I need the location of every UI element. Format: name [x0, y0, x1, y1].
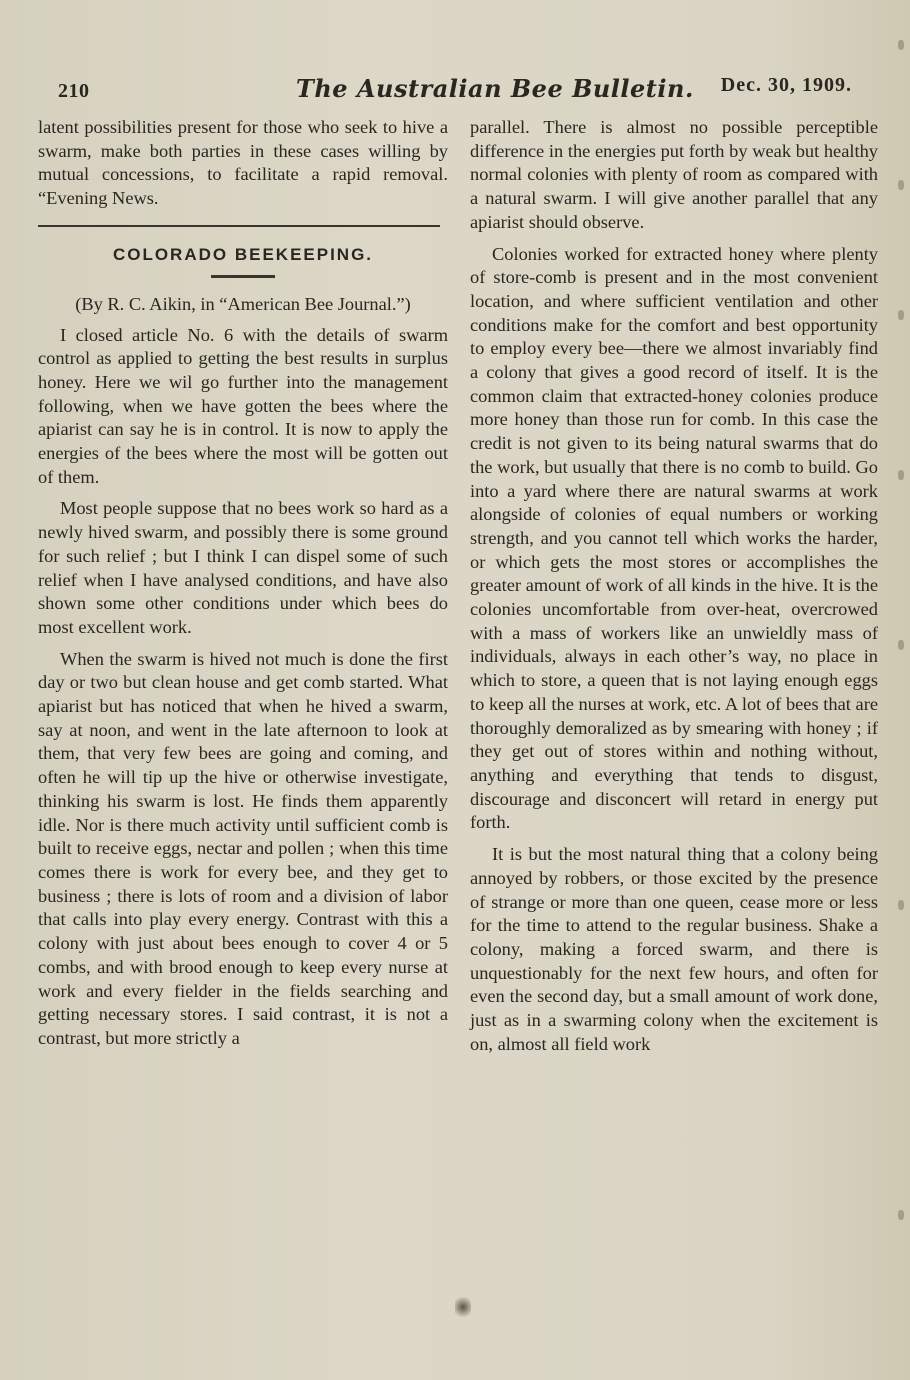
paragraph: When the swarm is hived not much is done the first day or two but clean house and get comb started. What apiarist but has noticed that when he hived a swarm, say at noon, and went in the late afternoon to look at them, that very few bees are going and coming, and often he will tip up the hive or otherwise investigate, thinking his swarm is lost. He finds them apparently idle. Nor is there much activity until sufficient comb is built to receive eggs, nectar and pollen ; when this time comes there is work for every bee, and they get to business ; there is lots of room and a division of labor that calls into play every energy. Contrast with this a colony with just about bees enough to cover 4 or 5 combs, and with brood enough to keep every nurse at work and every fielder in the fields searching and getting necessary stores. I said contrast, it is not a contrast, but more strictly a [38, 648, 448, 1048]
byline: (By R. C. Aikin, in “American Bee Journal.”) [75, 293, 411, 314]
continued-text: latent possibilities present for those who seek to hive a swarm, make both parties in these cases willing by mutual concessions, to facilitate a rapid removal. “Evening News. [38, 117, 448, 209]
article-title: COLORADO BEEKEEPING. [112, 244, 374, 264]
paragraph: Colonies worked for extracted honey where plenty of store-comb is present and in the most convenient location, and where sufficient ventilation and other conditions make for the comfort and best opportunity to employ every bee—there we almost invariably find a colony that gives a good record of itself. It is the common claim that extracted-honey colonies produce more honey than those run for comb. In this case the credit is not given to its being natural swarms that do the work, but usually that there is no comb to build. Go into a yard where there are natural swarms at work alongside of colonies of equal numbers or working strength, and you cannot tell which works the harder, or which gets the most stores or accomplishes the greater amount of work of all kinds in the hive. It is the colonies uncomfortable from over-heat, overcrowed with a mass of workers like an unwieldly mass of individuals, always in each other’s way, no place in which to store, a queen that is not laying enough eggs to keep all the nurses at work, etc. A lot of bees that are thoroughly demoralized as by smearing with honey ; if they get out of stores within and nothing without, anything and everything that tends to disgust, discourage and disconcert will retard in energy put forth. [470, 243, 878, 833]
paper-damage-mark [898, 640, 904, 650]
paper-damage-mark [898, 1210, 904, 1220]
paper-damage-mark [898, 180, 904, 190]
running-head [58, 74, 852, 106]
left-column [38, 116, 448, 1051]
paragraph: Most people suppose that no bees work so hard as a newly hived swarm, and possibly there is some ground for such relief ; but I think I can dispel some of such relief when I have analysed conditions, and have also shown some other conditions under which bees do most excellent work. [38, 498, 448, 637]
paragraph: I closed article No. 6 with the details of swarm control as applied to getting the best results in surplus honey. Here we wil go further into the management following, when we have gotten the bees where the apiarist can say he is in control. It is now to apply the energies of the bees where the most will be gotten out of them. [38, 324, 448, 487]
journal-title: The Australian Bee Bulletin. [296, 74, 694, 103]
issue-date: Dec. 30, 1909. [720, 74, 852, 96]
paper-damage-mark [898, 40, 904, 50]
ink-blot [455, 1294, 471, 1320]
page-number: 210 [58, 80, 90, 102]
right-column [470, 116, 878, 1056]
paragraph: It is but the most natural thing that a colony being annoyed by robbers, or those excited by the presence of strange or more than one queen, cease more or less for the time to attend to the regular business. Shake a colony, making a forced swarm, and there is unquestionably for the next few hours, and often for even the second day, but a small amount of work done, just as in a swarming colony when the excitement is on, almost all field work [470, 844, 878, 1054]
paper-damage-mark [898, 900, 904, 910]
paragraph: parallel. There is almost no possible perceptible difference in the energies put forth by weak but healthy normal colonies with plenty of room as compared with a natural swarm. I will give another parallel that any apiarist should observe. [470, 117, 878, 232]
title-underline [211, 275, 275, 278]
section-divider [38, 225, 440, 227]
paper-damage-mark [898, 470, 904, 480]
paper-damage-mark [898, 310, 904, 320]
